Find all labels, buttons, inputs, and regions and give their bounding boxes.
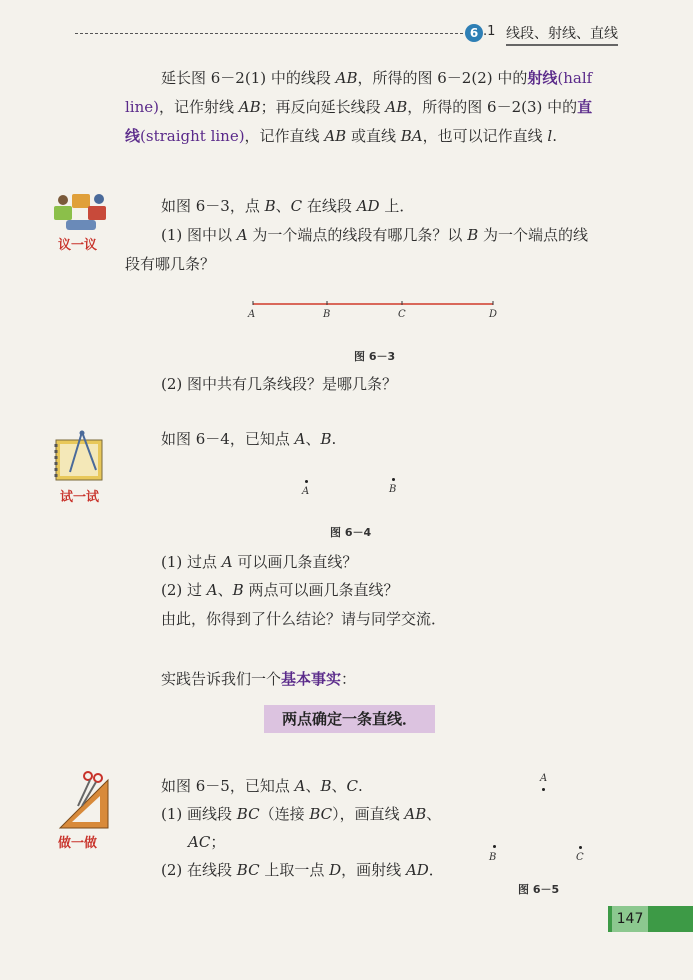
do-question-1-cont: AC； [188, 833, 226, 851]
discuss-label: 议一议 [58, 238, 98, 253]
keyword-basic-fact: 基本事实 [281, 670, 342, 688]
point-label: B [489, 852, 497, 863]
figure-caption: 图 6－4 [330, 526, 372, 539]
point-label: B [389, 484, 397, 495]
scissors-ruler-icon [56, 770, 116, 832]
point-label: C [576, 852, 584, 863]
do-question-1: (1) 画线段 BC（连接 BC），画直线 AB、 [161, 805, 442, 823]
try-question-2: (2) 过 A、B 两点可以画几条直线？ [161, 581, 399, 599]
point-b-dot [493, 845, 496, 848]
figure-6-3 [250, 300, 496, 324]
point-label: A [248, 309, 256, 320]
discuss-question-1-cont: 段有哪几条？ [125, 255, 216, 273]
section-badge: 6 [465, 24, 483, 42]
discuss-question-1: (1) 图中以 A 为一个端点的线段有哪几条？以 B 为一个端点的线 [161, 226, 588, 244]
point-c-dot [579, 846, 582, 849]
figure-caption: 图 6－3 [354, 350, 396, 363]
point-a-dot [542, 788, 545, 791]
figure-caption: 图 6－5 [518, 883, 560, 896]
try-conclusion: 由此，你得到了什么结论？请与同学交流． [161, 610, 447, 628]
section-title: 线段、射线、直线 [506, 23, 618, 46]
intro-line-1: 延长图 6－2(1) 中的线段 AB，所得的图 6－2(2) 中的射线(half [161, 69, 593, 87]
do-icon [56, 770, 120, 852]
discuss-icon [52, 188, 110, 258]
intro-line-3: 线(straight line)，记作直线 AB 或直线 BA，也可以记作直线 l. [125, 127, 557, 145]
point-label: A [302, 486, 310, 497]
basic-fact-box: 两点确定一条直线． [264, 705, 435, 733]
people-discussion-icon [52, 188, 110, 234]
try-label: 试一试 [60, 490, 100, 505]
fact-intro: 实践告诉我们一个基本事实： [161, 670, 357, 688]
point-label: B [323, 309, 331, 320]
try-question-1: (1) 过点 A 可以画几条直线？ [161, 553, 358, 571]
point-a-dot [305, 480, 308, 483]
header-rule [75, 33, 463, 34]
point-label: C [398, 309, 406, 320]
compass-notebook-icon [52, 430, 112, 484]
discuss-intro: 如图 6－3，点 B、C 在线段 AD 上． [161, 197, 415, 215]
do-question-2: (2) 在线段 BC 上取一点 D，画射线 AD． [161, 861, 444, 879]
point-label: A [540, 773, 548, 784]
intro-line-2: line)，记作射线 AB；再反向延长线段 AB，所得的图 6－2(3) 中的直 [125, 98, 593, 116]
point-b-dot [392, 478, 395, 481]
do-label: 做一做 [58, 836, 98, 851]
do-intro: 如图 6－5，已知点 A、B、C. [161, 777, 363, 795]
keyword-ray: 射线 [527, 69, 558, 87]
section-number: .1 [483, 24, 496, 39]
discuss-question-2: (2) 图中共有几条线段？是哪几条？ [161, 375, 398, 393]
keyword-line: 直 [577, 98, 593, 116]
page-number: 147 [612, 906, 648, 932]
point-label: D [489, 309, 498, 320]
try-icon [52, 430, 112, 506]
try-intro: 如图 6－4，已知点 A、B. [161, 430, 337, 448]
segment-ad-graphic [250, 300, 496, 312]
